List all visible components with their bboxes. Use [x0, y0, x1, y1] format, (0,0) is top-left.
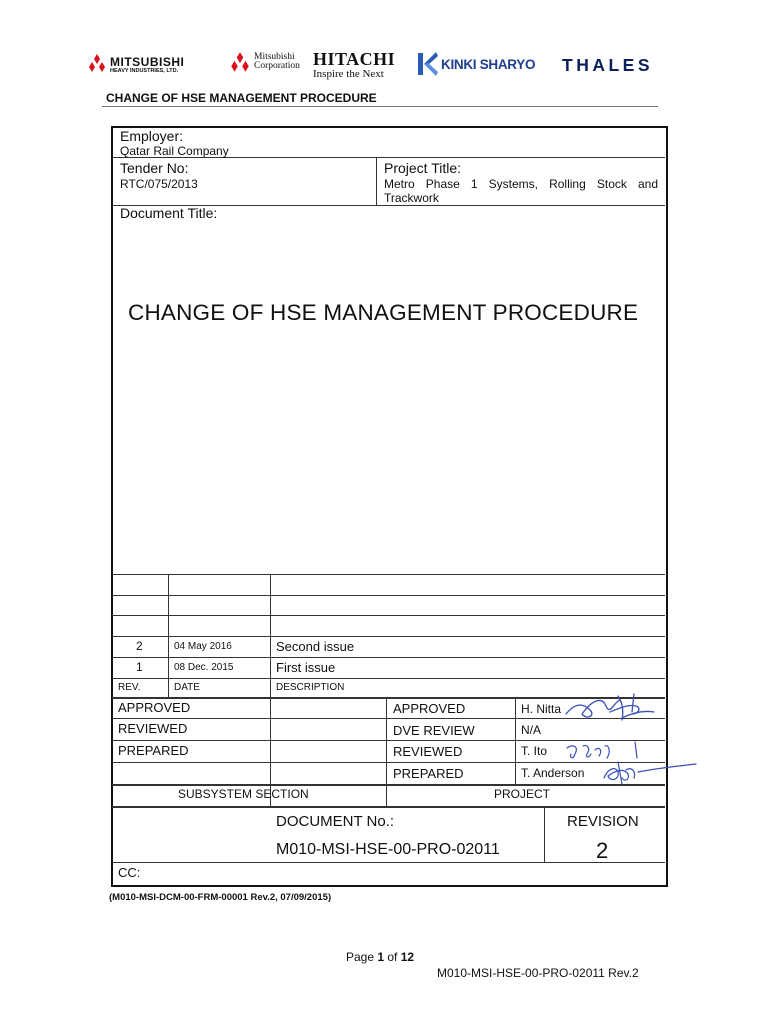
rev-number: 1	[136, 660, 143, 674]
approval-left-approved: APPROVED	[118, 700, 191, 715]
rev-header: REV.	[118, 682, 141, 693]
footer-doc-ref: M010-MSI-HSE-00-PRO-02011 Rev.2	[437, 966, 639, 980]
rev-date: 08 Dec. 2015	[174, 662, 234, 673]
revision-value: 2	[596, 838, 609, 863]
col-divider	[270, 575, 271, 806]
rev-number: 2	[136, 639, 143, 653]
rev-date: 04 May 2016	[174, 641, 232, 652]
approval-name: T. Anderson	[521, 766, 585, 780]
row-divider	[112, 615, 665, 616]
mhi-name: MITSUBISHI	[110, 55, 185, 69]
description-header: DESCRIPTION	[276, 682, 345, 693]
project-value: Metro Phase 1 Systems, Rolling Stock and Trackwork	[384, 177, 658, 205]
approval-name: T. Ito	[521, 744, 548, 758]
document-title: CHANGE OF HSE MANAGEMENT PROCEDURE	[128, 300, 639, 325]
col-divider	[168, 575, 169, 697]
three-diamonds-icon	[228, 52, 252, 74]
row-divider	[112, 806, 665, 808]
thales-logo: THALES	[562, 55, 653, 75]
tender-value: RTC/075/2013	[120, 177, 198, 191]
hitachi-name: HITACHI	[313, 49, 396, 69]
employer-value: Qatar Rail Company	[120, 144, 229, 158]
approval-left-prepared: PREPARED	[118, 743, 189, 758]
approval-role: DVE REVIEW	[393, 723, 475, 738]
row-divider	[112, 784, 665, 786]
document-title-label: Document Title:	[120, 205, 218, 221]
tender-label: Tender No:	[120, 160, 189, 176]
header-title: CHANGE OF HSE MANAGEMENT PROCEDURE	[106, 91, 377, 105]
col-divider	[515, 698, 516, 784]
signature-anderson	[598, 758, 698, 788]
row-divider	[112, 595, 665, 596]
date-header: DATE	[174, 682, 200, 693]
cover-sheet-table	[111, 126, 668, 887]
mc-line2: Corporation	[254, 61, 300, 71]
col-divider	[544, 807, 545, 862]
approval-name: H. Nitta	[521, 702, 562, 716]
hitachi-logo	[313, 50, 395, 80]
signature-nitta	[562, 692, 658, 728]
row-divider	[112, 636, 665, 637]
subsystem-section-label: SUBSYSTEM SECTION	[178, 787, 309, 801]
approval-role: PREPARED	[393, 766, 464, 781]
project-section-label: PROJECT	[494, 787, 551, 801]
row-divider	[112, 657, 665, 658]
mhi-subtitle: HEAVY INDUSTRIES, LTD.	[110, 68, 179, 74]
cc-label: CC:	[118, 865, 141, 880]
row-divider	[112, 862, 665, 863]
form-reference: (M010-MSI-DCM-00-FRM-00001 Rev.2, 07/09/2015)	[109, 892, 332, 903]
approval-role: APPROVED	[393, 701, 466, 716]
page-number: Page 1 of 12	[346, 950, 415, 964]
employer-label: Employer:	[120, 128, 184, 144]
document-number-value: M010-MSI-HSE-00-PRO-02011	[276, 841, 500, 858]
rev-description: Second issue	[276, 639, 355, 654]
row-divider	[112, 574, 665, 575]
document-number-label: DOCUMENT No.:	[276, 813, 395, 830]
col-divider	[386, 698, 387, 806]
rev-description: First issue	[276, 660, 336, 675]
kinki-k-icon	[417, 51, 439, 77]
three-diamonds-icon	[86, 54, 108, 74]
hitachi-tagline: Inspire the Next	[313, 68, 384, 80]
revision-label: REVISION	[567, 813, 639, 830]
approval-name: N/A	[521, 723, 542, 737]
approval-role: REVIEWED	[393, 744, 463, 759]
mc-line1: Mitsubishi	[254, 52, 295, 62]
col-divider	[376, 158, 377, 205]
kinki-name: KINKI SHARYO	[441, 57, 536, 72]
approval-left-reviewed: REVIEWED	[118, 721, 188, 736]
project-label: Project Title:	[384, 160, 462, 176]
header-divider	[102, 106, 658, 107]
row-divider	[112, 678, 665, 679]
